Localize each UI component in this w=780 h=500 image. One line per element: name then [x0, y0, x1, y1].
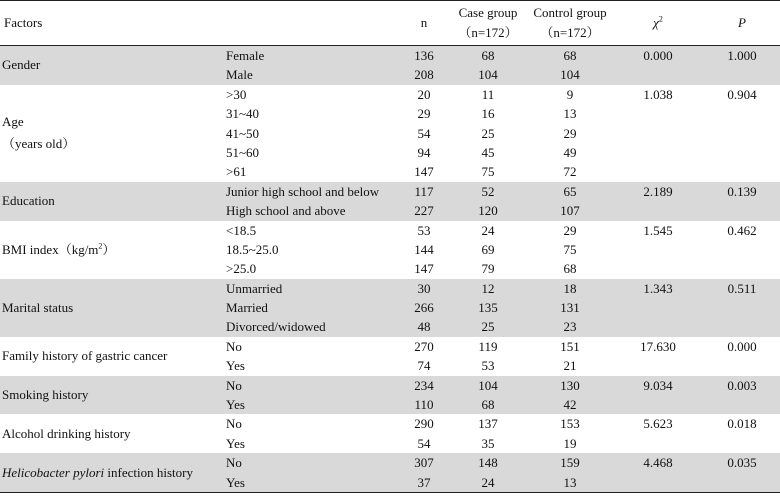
- n-cell: 266: [400, 298, 448, 317]
- table-row: [0, 453, 780, 472]
- level-cell: Yes: [224, 473, 400, 493]
- control-cell: 29: [563, 125, 577, 141]
- chi-square-cell: [612, 143, 704, 162]
- p-value-cell: [704, 143, 780, 162]
- control-cell: 75: [563, 241, 577, 257]
- p-value-cell: [704, 201, 780, 220]
- header-chi-symbol: χ: [653, 15, 659, 30]
- n-cell: 290: [414, 416, 434, 432]
- factor-name-line2: （years old）: [2, 136, 76, 152]
- case-cell: 137: [478, 416, 498, 432]
- control-cell: 19: [563, 435, 577, 451]
- header-control-line1: Control group: [533, 5, 607, 20]
- header-row: [0, 1, 780, 46]
- factor-name-text: Education: [2, 193, 55, 209]
- level-cell: No: [226, 338, 242, 354]
- chi-square-cell: 17.630: [640, 338, 676, 354]
- chi-square-cell: [612, 104, 704, 123]
- n-cell: 54: [417, 435, 431, 451]
- factor-group: [0, 46, 780, 85]
- factor-name: [0, 414, 224, 453]
- level-cell: No: [226, 416, 242, 432]
- level-cell: No: [224, 376, 400, 395]
- factor-name: [0, 85, 224, 182]
- case-cell: 104: [448, 65, 528, 84]
- factor-group: [0, 85, 780, 182]
- table-row: [0, 376, 780, 395]
- level-cell: Yes: [226, 435, 245, 451]
- header-level: [224, 1, 400, 46]
- control-cell: 13: [563, 106, 577, 122]
- factor-group: [0, 337, 780, 376]
- n-cell: 234: [400, 376, 448, 395]
- n-cell: 144: [414, 241, 434, 257]
- chi-square-cell: 5.623: [643, 416, 673, 432]
- level-cell: Female: [224, 46, 400, 66]
- level-cell: 31~40: [226, 106, 260, 122]
- case-cell: 79: [481, 261, 495, 277]
- header-p-value: [704, 1, 780, 46]
- p-value-cell: [704, 395, 780, 414]
- p-value-cell: [704, 434, 780, 453]
- header-control-line2: （n=172）: [540, 25, 600, 40]
- p-value-cell: [704, 356, 780, 375]
- level-cell: 18.5~25.0: [226, 241, 279, 257]
- chi-square-cell: [612, 124, 704, 143]
- factor-name-italic: Helicobacter pylori: [2, 464, 105, 480]
- factor-group: [0, 453, 780, 492]
- chi-square-cell: [612, 259, 704, 278]
- n-cell: 117: [400, 182, 448, 201]
- control-cell: 68: [563, 261, 577, 277]
- control-cell: 18: [528, 279, 612, 298]
- n-cell: 29: [417, 106, 431, 122]
- p-value-cell: [704, 240, 780, 259]
- case-cell: 69: [481, 241, 495, 257]
- control-cell: 131: [528, 298, 612, 317]
- header-case-line1: Case group: [458, 5, 518, 20]
- control-cell: 65: [528, 182, 612, 201]
- factor-name: [0, 453, 224, 492]
- chi-square-cell: [612, 65, 704, 84]
- n-cell: 54: [417, 125, 431, 141]
- table-row: [0, 85, 780, 104]
- case-cell: 68: [448, 46, 528, 66]
- control-cell: 21: [563, 358, 577, 374]
- case-cell: 35: [481, 435, 495, 451]
- p-value-cell: 0.139: [704, 182, 780, 201]
- p-value-cell: 0.003: [704, 376, 780, 395]
- factor-name: [0, 279, 224, 337]
- level-cell: Yes: [224, 395, 400, 414]
- case-cell: 52: [448, 182, 528, 201]
- chi-square-cell: [612, 298, 704, 317]
- control-cell: 130: [528, 376, 612, 395]
- chi-square-cell: 2.189: [612, 182, 704, 201]
- p-value-cell: [704, 317, 780, 336]
- factor-name: [0, 182, 224, 221]
- case-cell: 104: [448, 376, 528, 395]
- factor-name: [0, 46, 224, 85]
- header-case-line2: （n=172）: [458, 25, 518, 40]
- case-cell: 53: [481, 358, 495, 374]
- factor-name-text: Family history of gastric cancer: [2, 348, 168, 364]
- factor-group: [0, 182, 780, 221]
- factor-name-suffix: ）: [102, 241, 116, 257]
- case-cell: 16: [481, 106, 495, 122]
- case-cell: 148: [448, 453, 528, 472]
- level-cell: >25.0: [226, 261, 257, 277]
- control-cell: 13: [528, 473, 612, 493]
- p-value-cell: 1.000: [704, 46, 780, 66]
- factor-name-sup: 2: [98, 241, 103, 251]
- n-cell: 94: [417, 144, 431, 160]
- level-cell: Married: [224, 298, 400, 317]
- table-row: [0, 337, 780, 356]
- chi-square-cell: [612, 473, 704, 493]
- chi-square-cell: [612, 240, 704, 259]
- chi-square-cell: 1.545: [643, 222, 673, 238]
- case-cell: 24: [481, 222, 495, 238]
- factor-name-text: Smoking history: [2, 387, 89, 403]
- chi-square-cell: [612, 162, 704, 181]
- case-cell: 75: [481, 164, 495, 180]
- chi-square-cell: [612, 356, 704, 375]
- header-p-label: P: [738, 15, 746, 30]
- case-cell: 24: [448, 473, 528, 493]
- level-cell: Yes: [226, 358, 245, 374]
- control-cell: 29: [563, 222, 577, 238]
- n-cell: 48: [400, 317, 448, 336]
- p-value-cell: [704, 104, 780, 123]
- n-cell: 270: [414, 338, 434, 354]
- factor-name: [0, 376, 224, 415]
- level-cell: 41~50: [226, 125, 260, 141]
- case-cell: 45: [481, 144, 495, 160]
- p-value-cell: [704, 473, 780, 493]
- n-cell: 136: [400, 46, 448, 66]
- n-cell: 208: [400, 65, 448, 84]
- factor-name-text: Marital status: [2, 299, 74, 315]
- case-cell: 12: [448, 279, 528, 298]
- n-cell: 37: [400, 473, 448, 493]
- control-cell: 151: [560, 338, 580, 354]
- n-cell: 227: [400, 201, 448, 220]
- level-cell: >61: [226, 164, 247, 180]
- n-cell: 110: [400, 395, 448, 414]
- control-cell: 104: [528, 65, 612, 84]
- chi-square-cell: 4.468: [612, 453, 704, 472]
- factor-name-text: infection history: [104, 464, 193, 480]
- chi-square-cell: [612, 395, 704, 414]
- table-header: [0, 1, 780, 46]
- level-cell: Junior high school and below: [224, 182, 400, 201]
- level-cell: Divorced/widowed: [224, 317, 400, 336]
- chi-square-cell: [612, 317, 704, 336]
- header-case-group: [448, 1, 528, 46]
- level-cell: No: [224, 453, 400, 472]
- table-row: [0, 414, 780, 433]
- header-control-group: [528, 1, 612, 46]
- case-cell: 25: [448, 317, 528, 336]
- p-value-cell: [704, 124, 780, 143]
- header-n: n: [420, 15, 428, 30]
- header-chi-sup: 2: [658, 14, 663, 24]
- table-row: [0, 182, 780, 201]
- chi-square-cell: [612, 201, 704, 220]
- case-cell: 25: [481, 125, 495, 141]
- control-cell: 23: [528, 317, 612, 336]
- chi-square-cell: 1.343: [612, 279, 704, 298]
- control-cell: 72: [563, 164, 577, 180]
- n-cell: 53: [417, 222, 431, 238]
- n-cell: 147: [414, 261, 434, 277]
- level-cell: <18.5: [226, 222, 257, 238]
- level-cell: Male: [224, 65, 400, 84]
- level-cell: Unmarried: [224, 279, 400, 298]
- level-cell: >30: [226, 86, 247, 102]
- chi-square-cell: 9.034: [612, 376, 704, 395]
- case-cell: 11: [481, 86, 495, 102]
- n-cell: 307: [400, 453, 448, 472]
- chi-square-cell: 1.038: [643, 86, 673, 102]
- chi-square-cell: [612, 434, 704, 453]
- p-value-cell: 0.462: [727, 222, 757, 238]
- control-cell: 68: [528, 46, 612, 66]
- p-value-cell: [704, 298, 780, 317]
- factor-group: [0, 376, 780, 415]
- control-cell: 107: [528, 201, 612, 220]
- n-cell: 74: [417, 358, 431, 374]
- level-cell: High school and above: [224, 201, 400, 220]
- control-cell: 9: [566, 86, 574, 102]
- case-cell: 119: [478, 338, 498, 354]
- level-cell: 51~60: [226, 144, 260, 160]
- p-value-cell: 0.035: [704, 453, 780, 472]
- case-cell: 120: [448, 201, 528, 220]
- table-row: [0, 46, 780, 66]
- control-cell: 153: [560, 416, 580, 432]
- p-value-cell: [704, 162, 780, 181]
- factor-name-text: Gender: [2, 57, 41, 73]
- table-row: [0, 221, 780, 240]
- factor-name-text: Age: [2, 114, 24, 130]
- control-cell: 42: [528, 395, 612, 414]
- p-value-cell: 0.511: [704, 279, 780, 298]
- p-value-cell: 0.000: [727, 338, 757, 354]
- factor-name-text: Alcohol drinking history: [2, 425, 131, 441]
- n-cell: 147: [414, 164, 434, 180]
- factor-group: [0, 221, 780, 279]
- p-value-cell: [704, 259, 780, 278]
- control-cell: 159: [528, 453, 612, 472]
- n-cell: 20: [417, 86, 431, 102]
- header-factors: Factors: [4, 15, 43, 30]
- factor-name: [0, 337, 224, 376]
- table-row: [0, 279, 780, 298]
- control-cell: 49: [563, 144, 577, 160]
- factor-name-text: BMI index（kg/m: [2, 241, 99, 257]
- p-value-cell: 0.018: [727, 416, 757, 432]
- factor-name: [0, 221, 224, 279]
- factor-group: [0, 279, 780, 337]
- chi-square-cell: 0.000: [612, 46, 704, 66]
- case-cell: 135: [448, 298, 528, 317]
- p-value-cell: [704, 65, 780, 84]
- case-cell: 68: [448, 395, 528, 414]
- header-chi-square: [612, 1, 704, 46]
- factor-group: [0, 414, 780, 453]
- p-value-cell: 0.904: [727, 86, 757, 102]
- n-cell: 30: [400, 279, 448, 298]
